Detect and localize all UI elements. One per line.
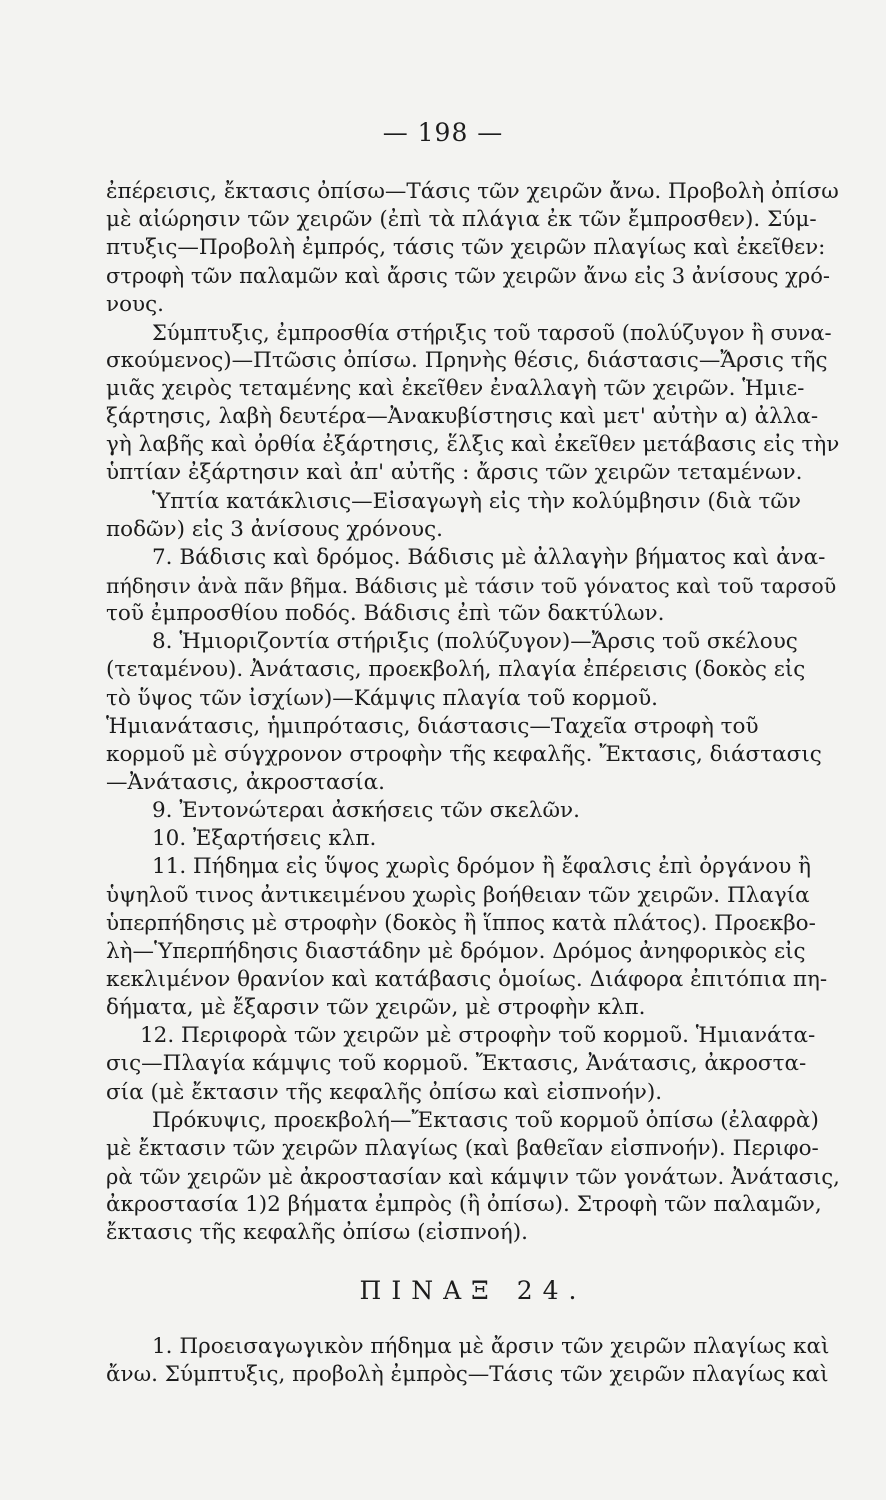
text-line: σία (μὲ ἔκτασιν τῆς κεφαλῆς ὀπίσω καὶ εἰσπνοήν).: [106, 1079, 663, 1105]
section-heading: ΠΙΝΑΞ 24.: [359, 1276, 587, 1306]
text-line: ὑπερπήδησις μὲ στροφὴν (δοκὸς ἢ ἵππος κατὰ πλάτος). Προεκβο-: [106, 910, 816, 936]
text-line: ὑψηλοῦ τινος ἀντικειμένου χωρὶς βοήθειαν τῶν χειρῶν. Πλαγία: [106, 882, 810, 908]
text-line: τοῦ ἐμπροσθίου ποδός. Βάδισις ἐπὶ τῶν δακτύλων.: [106, 601, 665, 627]
text-line: Πρόκυψις, προεκβολή—Ἔκτασις τοῦ κορμοῦ ὀπίσω (ἐλαφρὰ): [152, 1107, 819, 1133]
text-line: κεκλιμένον θρανίον καὶ κατάβασις ὁμοίως. Διάφορα ἐπιτόπια πη-: [106, 966, 828, 992]
text-line: κορμοῦ μὲ σύγχρονον στροφὴν τῆς κεφαλῆς. Ἔκτασις, διάστασις: [106, 741, 822, 767]
text-line: τὸ ὕψος τῶν ἰσχίων)—Κάμψις πλαγία τοῦ κορμοῦ.: [106, 685, 659, 711]
text-line: Ἡμιανάτασις, ἡμιπρότασις, διάστασις—Ταχεῖα στροφὴ τοῦ: [106, 713, 759, 739]
text-line: 12. Περιφορὰ τῶν χειρῶν μὲ στροφὴν τοῦ κορμοῦ. Ἡμιανάτα-: [140, 1023, 816, 1049]
text-line: λὴ—Ὑπερπήδησις διαστάδην μὲ δρόμον. Δρόμος ἀνηφορικὸς εἰς: [106, 938, 806, 964]
text-line: ὑπτίαν ἐξάρτησιν καὶ ἀπ' αὐτῆς : ἄρσις τῶν χειρῶν τεταμένων.: [106, 460, 803, 486]
page-body-text: [106, 178, 840, 1390]
text-line: ξάρτησις, λαβὴ δευτέρα—Ἀνακυβίστησις καὶ μετ' αὐτὴν α) ἀλλα-: [106, 404, 819, 430]
text-line: 1. Προεισαγωγικὸν πήδημα μὲ ἄρσιν τῶν χειρῶν πλαγίως καὶ: [152, 1334, 830, 1360]
text-line: δήματα, μὲ ἔξαρσιν τῶν χειρῶν, μὲ στροφὴν κλπ.: [106, 995, 646, 1021]
text-line: 9. Ἐντονώτεραι ἀσκήσεις τῶν σκελῶν.: [152, 798, 580, 824]
text-line: 10. Ἐξαρτήσεις κλπ.: [152, 826, 377, 852]
text-line: νους.: [106, 291, 164, 317]
text-line: ποδῶν) εἰς 3 ἀνίσους χρόνους.: [106, 516, 443, 542]
text-line: 7. Βάδισις καὶ δρόμος. Βάδισις μὲ ἀλλαγὴν βήματος καὶ ἀνα-: [152, 544, 826, 570]
text-line: ρὰ τῶν χειρῶν μὲ ἀκροστασίαν καὶ κάμψιν τῶν γονάτων. Ἀνάτασις,: [106, 1164, 840, 1189]
text-line: γὴ λαβῆς καὶ ὀρθία ἐξάρτησις, ἕλξις καὶ ἐκεῖθεν μετάβασις εἰς τὴν: [106, 432, 840, 458]
page-number: — 198 —: [382, 118, 504, 147]
text-line: ἀκροστασία 1)2 βήματα ἐμπρὸς (ἢ ὀπίσω). Στροφὴ τῶν παλαμῶν,: [106, 1192, 822, 1218]
text-line: στροφὴ τῶν παλαμῶν καὶ ἄρσις τῶν χειρῶν ἄνω εἰς 3 ἀνίσους χρό-: [106, 264, 830, 289]
text-line: Σύμπτυξις, ἐμπροσθία στήριξις τοῦ ταρσοῦ (πολύζυγον ἢ συνα-: [152, 320, 832, 345]
text-line: πήδησιν ἀνὰ πᾶν βῆμα. Βάδισις μὲ τάσιν τοῦ γόνατος καὶ τοῦ ταρσοῦ: [106, 573, 837, 598]
text-line: μὲ αἰώρησιν τῶν χειρῶν (ἐπὶ τὰ πλάγια ἐκ τῶν ἔμπροσθεν). Σύμ-: [106, 207, 817, 233]
text-line: ἄνω. Σύμπτυξις, προβολὴ ἐμπρὸς—Τάσις τῶν χειρῶν πλαγίως καὶ: [106, 1362, 829, 1388]
text-line: Ὑπτία κατάκλισις—Εἰσαγωγὴ εἰς τὴν κολύμβησιν (διὰ τῶν: [152, 488, 801, 514]
text-line: σκούμενος)—Πτῶσις ὀπίσω. Πρηνὴς θέσις, διάστασις—Ἄρσις τῆς: [106, 347, 828, 373]
text-line: πτυξις—Προβολὴ ἐμπρός, τάσις τῶν χειρῶν πλαγίως καὶ ἐκεῖθεν:: [106, 235, 826, 261]
text-line: ἔκτασις τῆς κεφαλῆς ὀπίσω (εἰσπνοή).: [106, 1220, 528, 1246]
text-line: μὲ ἔκτασιν τῶν χειρῶν πλαγίως (καὶ βαθεῖαν εἰσπνοήν). Περιφο-: [106, 1135, 819, 1161]
text-line: 8. Ἡμιοριζοντία στήριξις (πολύζυγον)—Ἄρσις τοῦ σκέλους: [152, 629, 798, 655]
text-line: 11. Πήδημα εἰς ὕψος χωρὶς δρόμον ἢ ἔφαλσις ἐπὶ ὀργάνου ἢ: [152, 854, 811, 880]
text-line: ἐπέρεισις, ἔκτασις ὀπίσω—Τάσις τῶν χειρῶν ἄνω. Προβολὴ ὀπίσω: [106, 179, 839, 204]
text-line: —Ἀνάτασις, ἀκροστασία.: [106, 769, 385, 795]
text-line: (τεταμένου). Ἀνάτασις, προεκβολή, πλαγία ἐπέρεισις (δοκὸς εἰς: [106, 657, 806, 683]
text-line: μιᾶς χειρὸς τεταμένης καὶ ἐκεῖθεν ἐναλλαγὴ τῶν χειρῶν. Ἡμιε-: [106, 375, 805, 401]
text-line: σις—Πλαγία κάμψις τοῦ κορμοῦ. Ἔκτασις, Ἀνάτασις, ἀκροστα-: [106, 1051, 807, 1077]
